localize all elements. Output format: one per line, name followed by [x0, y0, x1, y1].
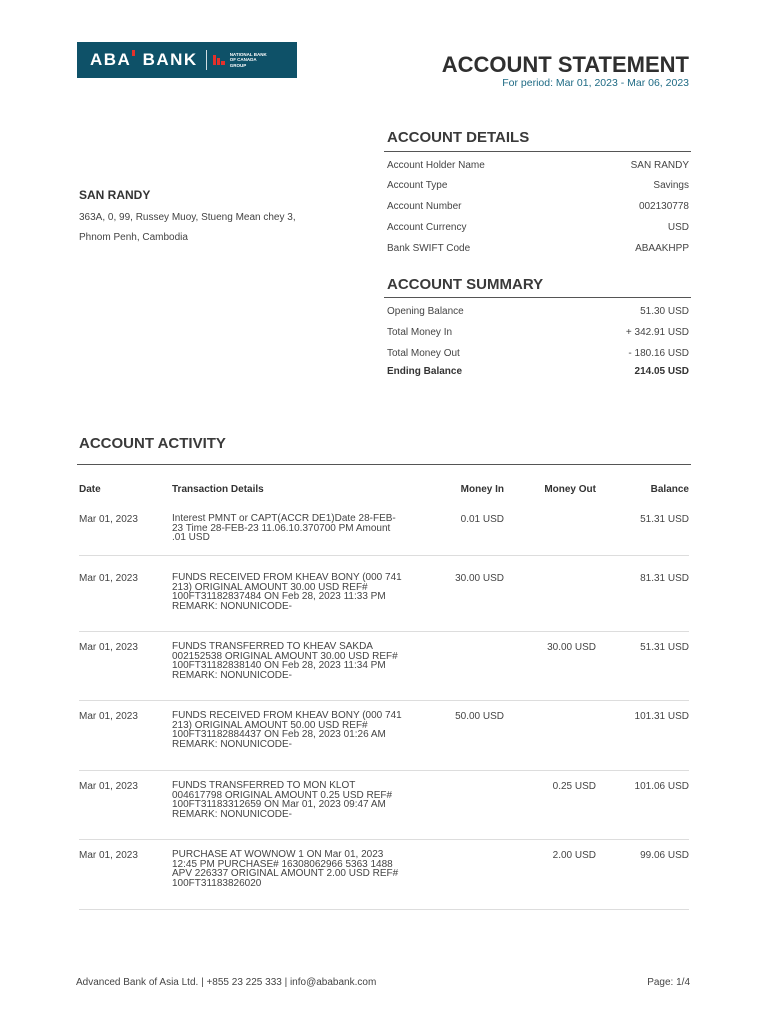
detail-label: Account Type: [387, 180, 448, 191]
row-date: Mar 01, 2023: [79, 781, 138, 792]
details-line: APV 226337 ORIGINAL AMOUNT 2.00 USD REF#: [172, 868, 399, 879]
row-date: Mar 01, 2023: [79, 711, 138, 722]
table-row: [79, 701, 689, 771]
bank-logo: [77, 42, 297, 78]
details-divider: [384, 151, 691, 152]
row-details: [172, 642, 412, 680]
detail-value: Savings: [653, 180, 689, 191]
row-money-out: 0.25 USD: [552, 781, 596, 792]
detail-row-swift: [387, 243, 689, 254]
summary-row-money-out: [387, 348, 689, 359]
row-money-out: 30.00 USD: [547, 642, 596, 653]
row-balance: 101.06 USD: [634, 781, 689, 792]
detail-value: SAN RANDY: [630, 160, 689, 171]
details-line: 12:45 PM PURCHASE# 16308062966 5363 1488: [172, 858, 393, 870]
details-line: 002152538 ORIGINAL AMOUNT 30.00 USD REF#: [172, 650, 398, 662]
summary-value: - 180.16 USD: [628, 348, 689, 359]
details-line: 100FT31182837484 ON Feb 28, 2023 11:33 PM: [172, 591, 386, 602]
detail-label: Account Currency: [387, 222, 467, 233]
detail-label: Account Number: [387, 201, 462, 212]
col-balance: Balance: [650, 484, 689, 495]
summary-row-money-in: [387, 327, 689, 338]
details-line: 100FT31182838140 ON Feb 28, 2023 11:34 PM: [172, 660, 386, 671]
page-number: Page: 1/4: [647, 977, 690, 988]
account-activity-title: ACCOUNT ACTIVITY: [79, 435, 226, 452]
row-details: [172, 514, 412, 543]
detail-row-account-type: [387, 180, 689, 191]
row-details: [172, 850, 412, 888]
row-date: Mar 01, 2023: [79, 573, 138, 584]
summary-value: 214.05 USD: [634, 366, 689, 377]
details-line: REMARK: NONUNICODE-: [172, 738, 293, 750]
table-row: [79, 563, 689, 632]
row-date: Mar 01, 2023: [79, 850, 138, 861]
details-line: FUNDS RECEIVED FROM KHEAV BONY (000 741: [172, 710, 402, 721]
activity-divider: [77, 464, 691, 465]
logo-wordmark: ABA BANK: [90, 50, 198, 69]
details-line: .01 USD: [172, 532, 210, 543]
row-money-in: 50.00 USD: [455, 711, 504, 722]
summary-value: 51.30 USD: [640, 306, 689, 317]
logo-accent-mark: [132, 50, 135, 56]
detail-value: 002130778: [638, 201, 689, 212]
summary-label: Total Money In: [387, 327, 453, 338]
details-line: REMARK: NONUNICODE-: [172, 808, 293, 820]
details-line: 23 Time 28-FEB-23 11.06.10.370700 PM Amount: [172, 522, 391, 534]
details-line: Interest PMNT or CAPT(ACCR DE1)Date 28-FEB-: [172, 513, 396, 524]
details-line: REMARK: NONUNICODE-: [172, 669, 293, 681]
col-money-in: Money In: [460, 484, 504, 495]
detail-value: ABAAKHPP: [635, 243, 689, 254]
detail-label: Bank SWIFT Code: [387, 243, 471, 254]
row-balance: 51.31 USD: [640, 514, 689, 525]
summary-label: Total Money Out: [387, 348, 460, 359]
details-line: FUNDS RECEIVED FROM KHEAV BONY (000 741: [172, 572, 402, 583]
summary-row-ending: [387, 366, 689, 377]
table-row: [79, 840, 689, 910]
detail-label: Account Holder Name: [387, 160, 485, 171]
row-balance: 101.31 USD: [634, 711, 689, 722]
table-row: [79, 504, 689, 556]
holder-name: SAN RANDY: [79, 188, 151, 202]
row-date: Mar 01, 2023: [79, 642, 138, 653]
logo-group-text: NATIONAL BANK OF CANADA GROUP: [229, 51, 267, 68]
col-details: Transaction Details: [172, 484, 264, 495]
details-line: 213) ORIGINAL AMOUNT 30.00 USD REF#: [172, 581, 368, 593]
summary-value: + 342.91 USD: [625, 327, 689, 338]
row-details: [172, 573, 412, 611]
row-money-in: 30.00 USD: [455, 573, 504, 584]
details-line: FUNDS TRANSFERRED TO MON KLOT: [172, 780, 356, 791]
account-holder-block: [79, 188, 349, 248]
row-balance: 81.31 USD: [640, 573, 689, 584]
activity-table-body: [79, 504, 689, 910]
details-line: 100FT31183312659 ON Mar 01, 2023 09:47 AM: [172, 799, 386, 810]
account-details-title: ACCOUNT DETAILS: [387, 129, 530, 146]
row-money-out: 2.00 USD: [552, 850, 596, 861]
detail-row-holder-name: [387, 160, 689, 171]
detail-value: USD: [667, 222, 689, 233]
holder-address-line-2: Phnom Penh, Cambodia: [79, 232, 188, 243]
row-details: [172, 711, 412, 749]
summary-label: Ending Balance: [387, 366, 463, 377]
details-line: PURCHASE AT WOWNOW 1 ON Mar 01, 2023: [172, 849, 384, 860]
details-line: 213) ORIGINAL AMOUNT 50.00 USD REF#: [172, 719, 368, 731]
summary-label: Opening Balance: [387, 306, 464, 317]
details-line: 100FT31182884437 ON Feb 28, 2023 01:26 AM: [172, 729, 386, 740]
logo-divider: [206, 50, 207, 70]
account-summary-title: ACCOUNT SUMMARY: [387, 276, 544, 293]
table-row: [79, 771, 689, 840]
summary-row-opening: [387, 306, 689, 317]
row-money-in: 0.01 USD: [460, 514, 504, 525]
table-row: [79, 632, 689, 701]
details-line: 004617798 ORIGINAL AMOUNT 0.25 USD REF#: [172, 789, 393, 801]
row-balance: 99.06 USD: [640, 850, 689, 861]
row-details: [172, 781, 412, 819]
detail-row-currency: [387, 222, 689, 233]
detail-row-account-number: [387, 201, 689, 212]
holder-address-line-1: 363A, 0, 99, Russey Muoy, Stueng Mean chey 3,: [79, 212, 296, 223]
footer-contact: Advanced Bank of Asia Ltd. | +855 23 225 333 | info@ababank.com: [76, 977, 377, 988]
col-money-out: Money Out: [544, 484, 596, 495]
row-balance: 51.31 USD: [640, 642, 689, 653]
document-title: ACCOUNT STATEMENT: [441, 52, 689, 77]
col-date: Date: [79, 484, 101, 495]
flag-icon: [213, 55, 226, 65]
details-line: FUNDS TRANSFERRED TO KHEAV SAKDA: [172, 641, 373, 652]
details-line: REMARK: NONUNICODE-: [172, 600, 293, 612]
row-date: Mar 01, 2023: [79, 514, 138, 525]
summary-divider: [384, 297, 691, 298]
details-line: 100FT31183826020: [172, 877, 262, 889]
statement-period: For period: Mar 01, 2023 - Mar 06, 2023: [502, 77, 689, 89]
